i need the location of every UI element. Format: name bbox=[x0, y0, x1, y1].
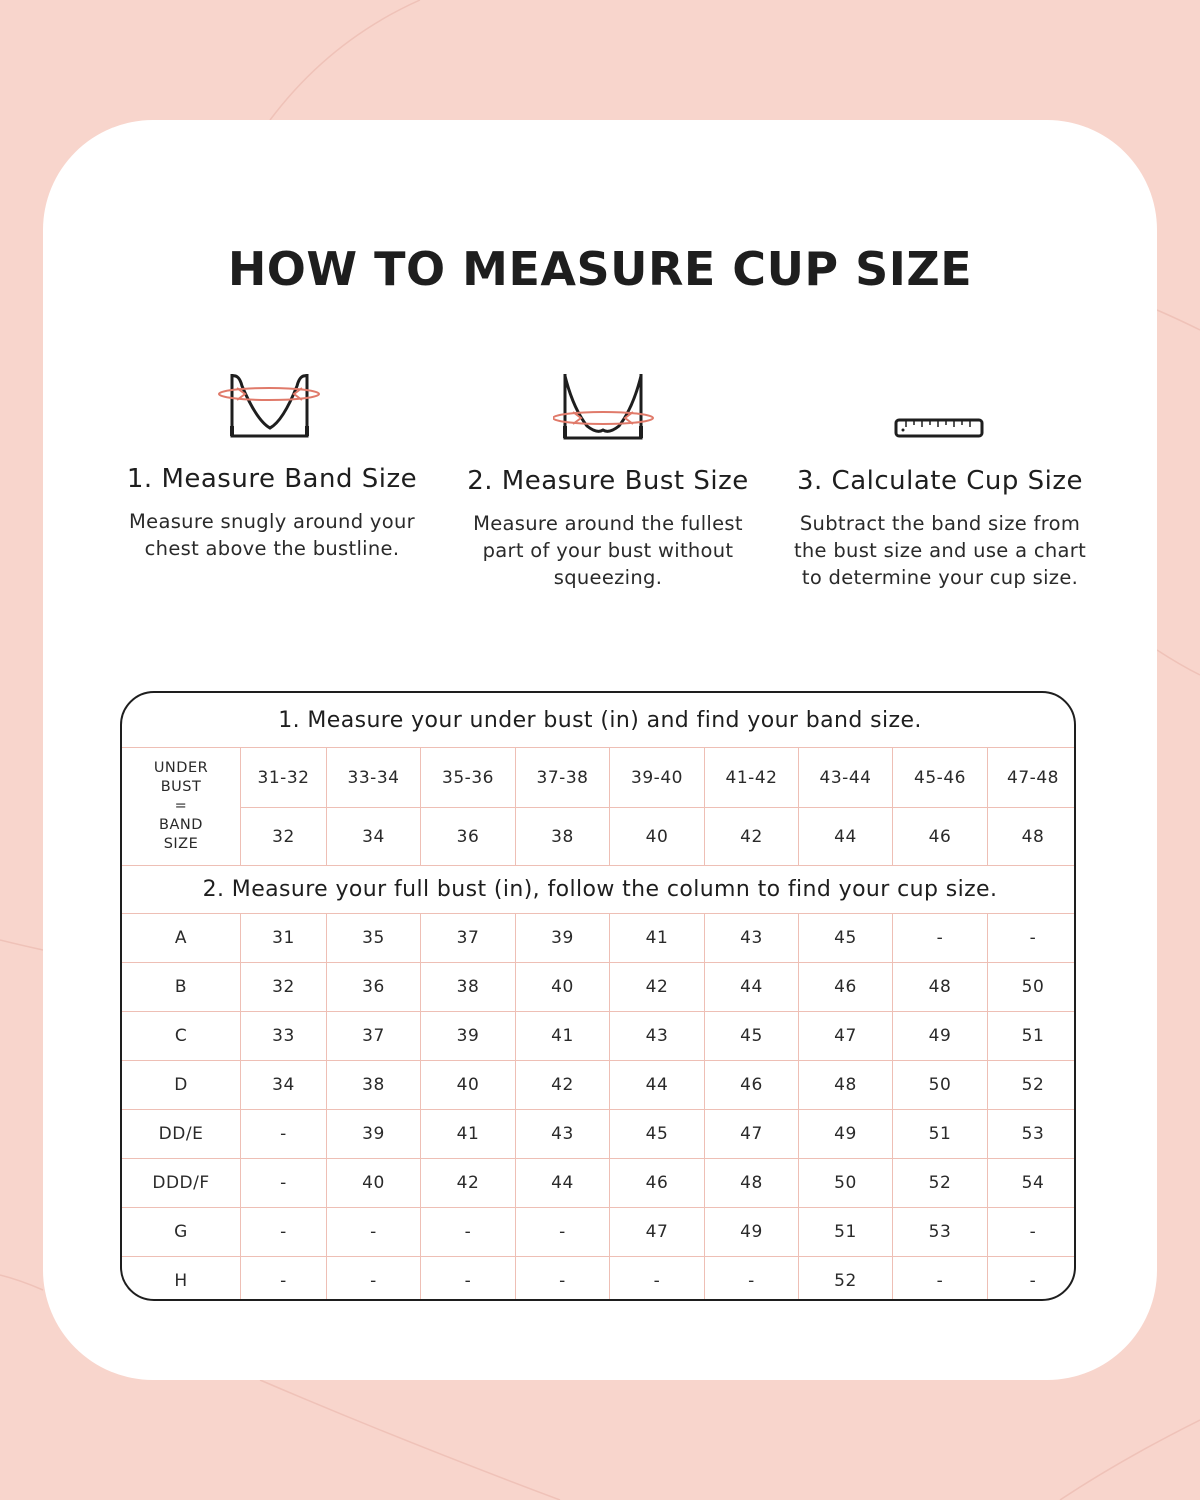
step-bust-size bbox=[448, 372, 768, 591]
under-bust-band-size-label: UNDER BUST = BAND SIZE bbox=[122, 747, 240, 865]
step-description: Measure snugly around your chest above the bustline. bbox=[129, 510, 415, 560]
table-cell: 47 bbox=[704, 1109, 798, 1158]
page-title: HOW TO MEASURE CUP SIZE bbox=[227, 242, 973, 296]
table-cell: 35-36 bbox=[420, 747, 515, 807]
table-cell: - bbox=[987, 913, 1076, 962]
table-cell: 46 bbox=[892, 807, 987, 865]
table-cell: 43-44 bbox=[798, 747, 892, 807]
table-cell: 40 bbox=[326, 1158, 420, 1207]
step-heading: 3. Calculate Cup Size bbox=[796, 466, 1084, 496]
cup-label: D bbox=[122, 1060, 240, 1109]
table-cell: 38 bbox=[515, 807, 609, 865]
table-cell: 43 bbox=[704, 913, 798, 962]
step-band-size bbox=[112, 370, 432, 562]
table-cell: 42 bbox=[420, 1158, 515, 1207]
table-cell: - bbox=[892, 913, 987, 962]
table-cell: 48 bbox=[798, 1060, 892, 1109]
table-cell: 51 bbox=[798, 1207, 892, 1256]
table-cell: - bbox=[420, 1256, 515, 1301]
cup-label: H bbox=[122, 1256, 240, 1301]
table-cell: 41 bbox=[515, 1011, 609, 1060]
table-cell: - bbox=[515, 1256, 609, 1301]
table-cell: 47-48 bbox=[987, 747, 1076, 807]
table-cell: 45 bbox=[798, 913, 892, 962]
table-cell: 45 bbox=[704, 1011, 798, 1060]
step-description: Measure around the fullest part of your bust without squeezing. bbox=[473, 512, 743, 589]
table-cell: - bbox=[987, 1207, 1076, 1256]
table-row bbox=[122, 962, 1076, 1011]
size-chart-table bbox=[120, 691, 1076, 1301]
table-cell: - bbox=[420, 1207, 515, 1256]
table-cell: - bbox=[240, 1207, 326, 1256]
table-cell: 32 bbox=[240, 962, 326, 1011]
table-row bbox=[122, 1158, 1076, 1207]
table-cell: - bbox=[704, 1256, 798, 1301]
table-cell: 52 bbox=[987, 1060, 1076, 1109]
table-cell: 46 bbox=[798, 962, 892, 1011]
table-cell: 49 bbox=[892, 1011, 987, 1060]
table-cell: 44 bbox=[704, 962, 798, 1011]
table-cell: - bbox=[515, 1207, 609, 1256]
table-cell: 38 bbox=[326, 1060, 420, 1109]
table-cell: 33-34 bbox=[326, 747, 420, 807]
table-cell: 49 bbox=[704, 1207, 798, 1256]
table-cell: 51 bbox=[892, 1109, 987, 1158]
table-cell: - bbox=[240, 1158, 326, 1207]
step-heading: 1. Measure Band Size bbox=[126, 464, 418, 494]
table-cell: 37 bbox=[326, 1011, 420, 1060]
table-cell: 41-42 bbox=[704, 747, 798, 807]
table-cell: 42 bbox=[704, 807, 798, 865]
ruler-icon bbox=[780, 372, 1100, 444]
step-heading: 2. Measure Bust Size bbox=[467, 466, 749, 496]
table-cell: 39 bbox=[326, 1109, 420, 1158]
table-cell: 33 bbox=[240, 1011, 326, 1060]
table-cell: 32 bbox=[240, 807, 326, 865]
table-cell: - bbox=[609, 1256, 704, 1301]
table-cell: - bbox=[326, 1256, 420, 1301]
table-cell: 50 bbox=[987, 962, 1076, 1011]
table-cell: 52 bbox=[892, 1158, 987, 1207]
cup-label: DDD/F bbox=[122, 1158, 240, 1207]
table-cell: 38 bbox=[420, 962, 515, 1011]
cup-label: C bbox=[122, 1011, 240, 1060]
table-row bbox=[122, 1207, 1076, 1256]
bra-bust-measure-icon bbox=[448, 372, 768, 444]
table-cell: - bbox=[240, 1109, 326, 1158]
step-cup-size bbox=[780, 372, 1100, 591]
table-cell: 44 bbox=[609, 1060, 704, 1109]
table-row bbox=[122, 1060, 1076, 1109]
cup-label: DD/E bbox=[122, 1109, 240, 1158]
table-cell: 52 bbox=[798, 1256, 892, 1301]
table-cell: 35 bbox=[326, 913, 420, 962]
table-cell: 31-32 bbox=[240, 747, 326, 807]
table-cell: 40 bbox=[515, 962, 609, 1011]
table-cell: 44 bbox=[798, 807, 892, 865]
cup-label: B bbox=[122, 962, 240, 1011]
table-cell: 43 bbox=[609, 1011, 704, 1060]
table-cell: 50 bbox=[798, 1158, 892, 1207]
table-cell: 39-40 bbox=[609, 747, 704, 807]
table-cell: 39 bbox=[515, 913, 609, 962]
table-cell: 37 bbox=[420, 913, 515, 962]
bra-band-measure-icon bbox=[112, 370, 432, 442]
table-cell: 44 bbox=[515, 1158, 609, 1207]
table-cell: 49 bbox=[798, 1109, 892, 1158]
table-cell: 40 bbox=[420, 1060, 515, 1109]
table-cell: 41 bbox=[420, 1109, 515, 1158]
table-row bbox=[122, 1109, 1076, 1158]
table-cell: - bbox=[987, 1256, 1076, 1301]
step-description: Subtract the band size from the bust size and use a chart to determine your cup size. bbox=[793, 512, 1087, 589]
section-2-heading: 2. Measure your full bust (in), follow the column to find your cup size. bbox=[122, 865, 1076, 913]
table-cell: 48 bbox=[892, 962, 987, 1011]
table-cell: 53 bbox=[987, 1109, 1076, 1158]
table-cell: 41 bbox=[609, 913, 704, 962]
table-cell: 45-46 bbox=[892, 747, 987, 807]
table-cell: 54 bbox=[987, 1158, 1076, 1207]
cup-label: G bbox=[122, 1207, 240, 1256]
cup-label: A bbox=[122, 913, 240, 962]
table-cell: 45 bbox=[609, 1109, 704, 1158]
table-cell: 31 bbox=[240, 913, 326, 962]
table-cell: 36 bbox=[326, 962, 420, 1011]
table-cell: 40 bbox=[609, 807, 704, 865]
band-size-row bbox=[240, 807, 1076, 865]
table-cell: 34 bbox=[240, 1060, 326, 1109]
table-cell: 48 bbox=[987, 807, 1076, 865]
table-cell: 42 bbox=[515, 1060, 609, 1109]
table-cell: 46 bbox=[704, 1060, 798, 1109]
table-cell: 46 bbox=[609, 1158, 704, 1207]
table-cell: 47 bbox=[609, 1207, 704, 1256]
table-cell: - bbox=[326, 1207, 420, 1256]
table-cell: - bbox=[892, 1256, 987, 1301]
table-cell: - bbox=[240, 1256, 326, 1301]
table-cell: 53 bbox=[892, 1207, 987, 1256]
table-row bbox=[122, 1256, 1076, 1301]
table-cell: 37-38 bbox=[515, 747, 609, 807]
table-cell: 34 bbox=[326, 807, 420, 865]
table-cell: 50 bbox=[892, 1060, 987, 1109]
table-cell: 39 bbox=[420, 1011, 515, 1060]
table-cell: 36 bbox=[420, 807, 515, 865]
table-row bbox=[122, 1011, 1076, 1060]
under-bust-row bbox=[240, 747, 1076, 807]
table-cell: 51 bbox=[987, 1011, 1076, 1060]
table-cell: 42 bbox=[609, 962, 704, 1011]
table-cell: 47 bbox=[798, 1011, 892, 1060]
section-1-heading: 1. Measure your under bust (in) and find your band size. bbox=[278, 707, 922, 733]
table-row bbox=[122, 913, 1076, 962]
table-cell: 43 bbox=[515, 1109, 609, 1158]
table-cell: 48 bbox=[704, 1158, 798, 1207]
